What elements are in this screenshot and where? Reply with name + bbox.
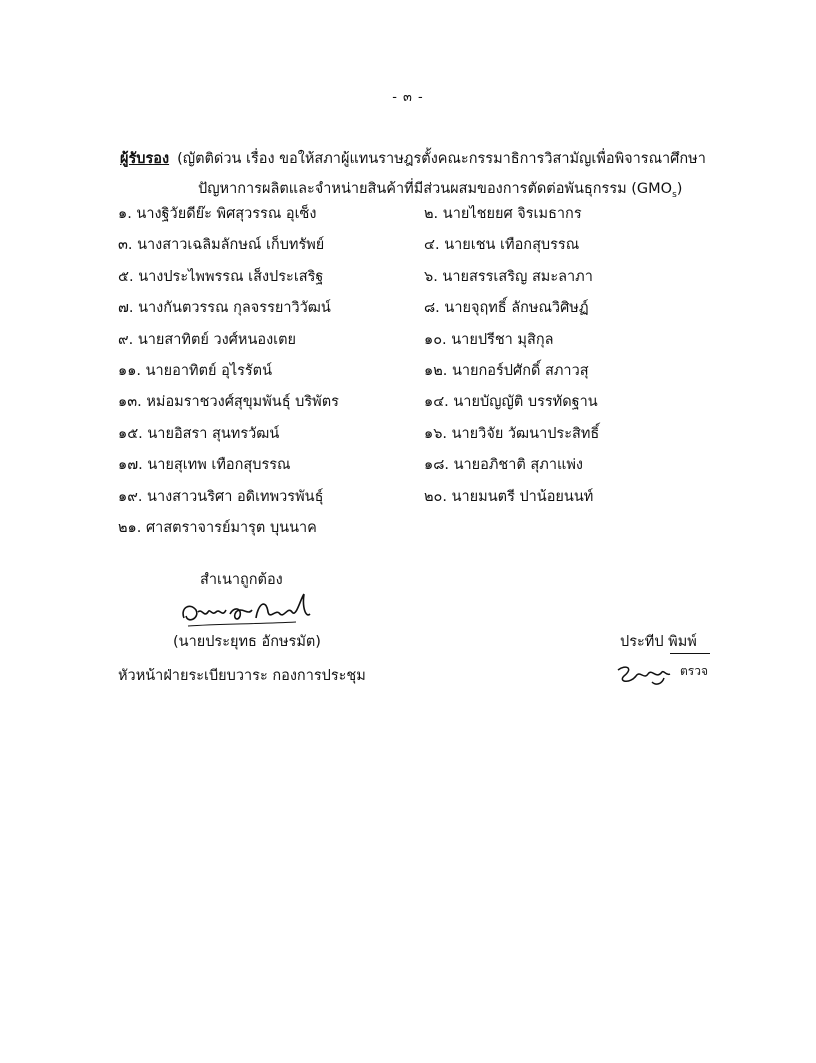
endorser-name: ๒. นายไชยยศ จิรเมธากร [424,206,582,222]
endorser-name: ๑๐. นายปรีชา มุสิกุล [424,332,554,348]
endorser-name: ๑๑. นายอาทิตย์ อุไรรัตน์ [118,363,273,379]
check-label: ตรวจ [680,664,709,678]
checker-initials [612,660,682,690]
endorser-name: ๒๐. นายมนตรี ปาน้อยนนท์ [424,489,594,505]
signer-position: หัวหน้าฝ่ายระเบียบวาระ กองการประชุม [118,668,366,684]
endorsers-label: ผู้รับรอง [120,151,170,167]
endorser-name: ๙. นายสาทิตย์ วงศ์หนองเตย [118,332,297,348]
subject-line-2-end: ) [676,181,683,197]
endorser-name: ๑๔. นายบัญญัติ บรรทัดฐาน [424,394,598,410]
endorser-name: ๓. นางสาวเฉลิมลักษณ์ เก็บทรัพย์ [118,237,325,253]
endorser-name: ๕. นางประไพพรรณ เส็งประเสริฐ [118,269,324,285]
endorser-name: ๑๕. นายอิสรา สุนทรวัฒน์ [118,426,280,442]
endorser-name: ๑๓. หม่อมราชวงศ์สุขุมพันธุ์ บริพัตร [118,394,339,410]
endorser-name: ๔. นายเชน เทือกสุบรรณ [424,237,580,253]
signer-name: (นายประยุทธ อักษรมัต) [173,634,321,650]
handwritten-signature [176,588,326,632]
endorser-name: ๑. นางฐิวัยดีย๊ะ พิศสุวรรณ อุเซ็ง [118,206,317,222]
endorser-name: ๑๙. นางสาวนริศา อดิเทพวรพันธุ์ [118,489,324,505]
endorser-name: ๑๘. นายอภิชาติ สุภาแพ่ง [424,457,583,473]
subject-line-1: (ญัตติด่วน เรื่อง ขอให้สภาผู้แทนราษฎรตั้งคณะกรรมาธิการวิสามัญเพื่อพิจารณาศึกษา [177,151,706,167]
endorser-name: ๖. นายสรรเสริญ สมะลาภา [424,269,593,285]
subject-heading [120,144,720,210]
endorser-name: ๑๖. นายวิจัย วัฒนาประสิทธิ์ [424,426,600,442]
endorser-name: ๘. นายจุฤทธิ์ ลักษณวิศิษฏ์ [424,300,589,316]
subject-line-2-text: ปัญหาการผลิตและจำหน่ายสินค้าที่มีส่วนผสมของการตัดต่อพันธุกรรม (GMO [198,181,673,197]
endorser-name: ๑๒. นายกอร์ปศักดิ์ สภาวสุ [424,363,589,379]
endorser-name: ๒๑. ศาสตราจารย์มารุต บุนนาค [118,520,317,536]
endorser-name: ๑๗. นายสุเทพ เทือกสุบรรณ [118,457,291,473]
certified-copy-label: สำเนาถูกต้อง [200,572,283,588]
printer-underline [670,653,710,654]
printer-name: ประทีป พิมพ์ [620,634,697,650]
subject-subscript: s [672,189,677,200]
endorser-name: ๗. นางกันตวรรณ กุลจรรยาวิวัฒน์ [118,300,331,316]
page-number: - ๓ - [392,90,424,105]
